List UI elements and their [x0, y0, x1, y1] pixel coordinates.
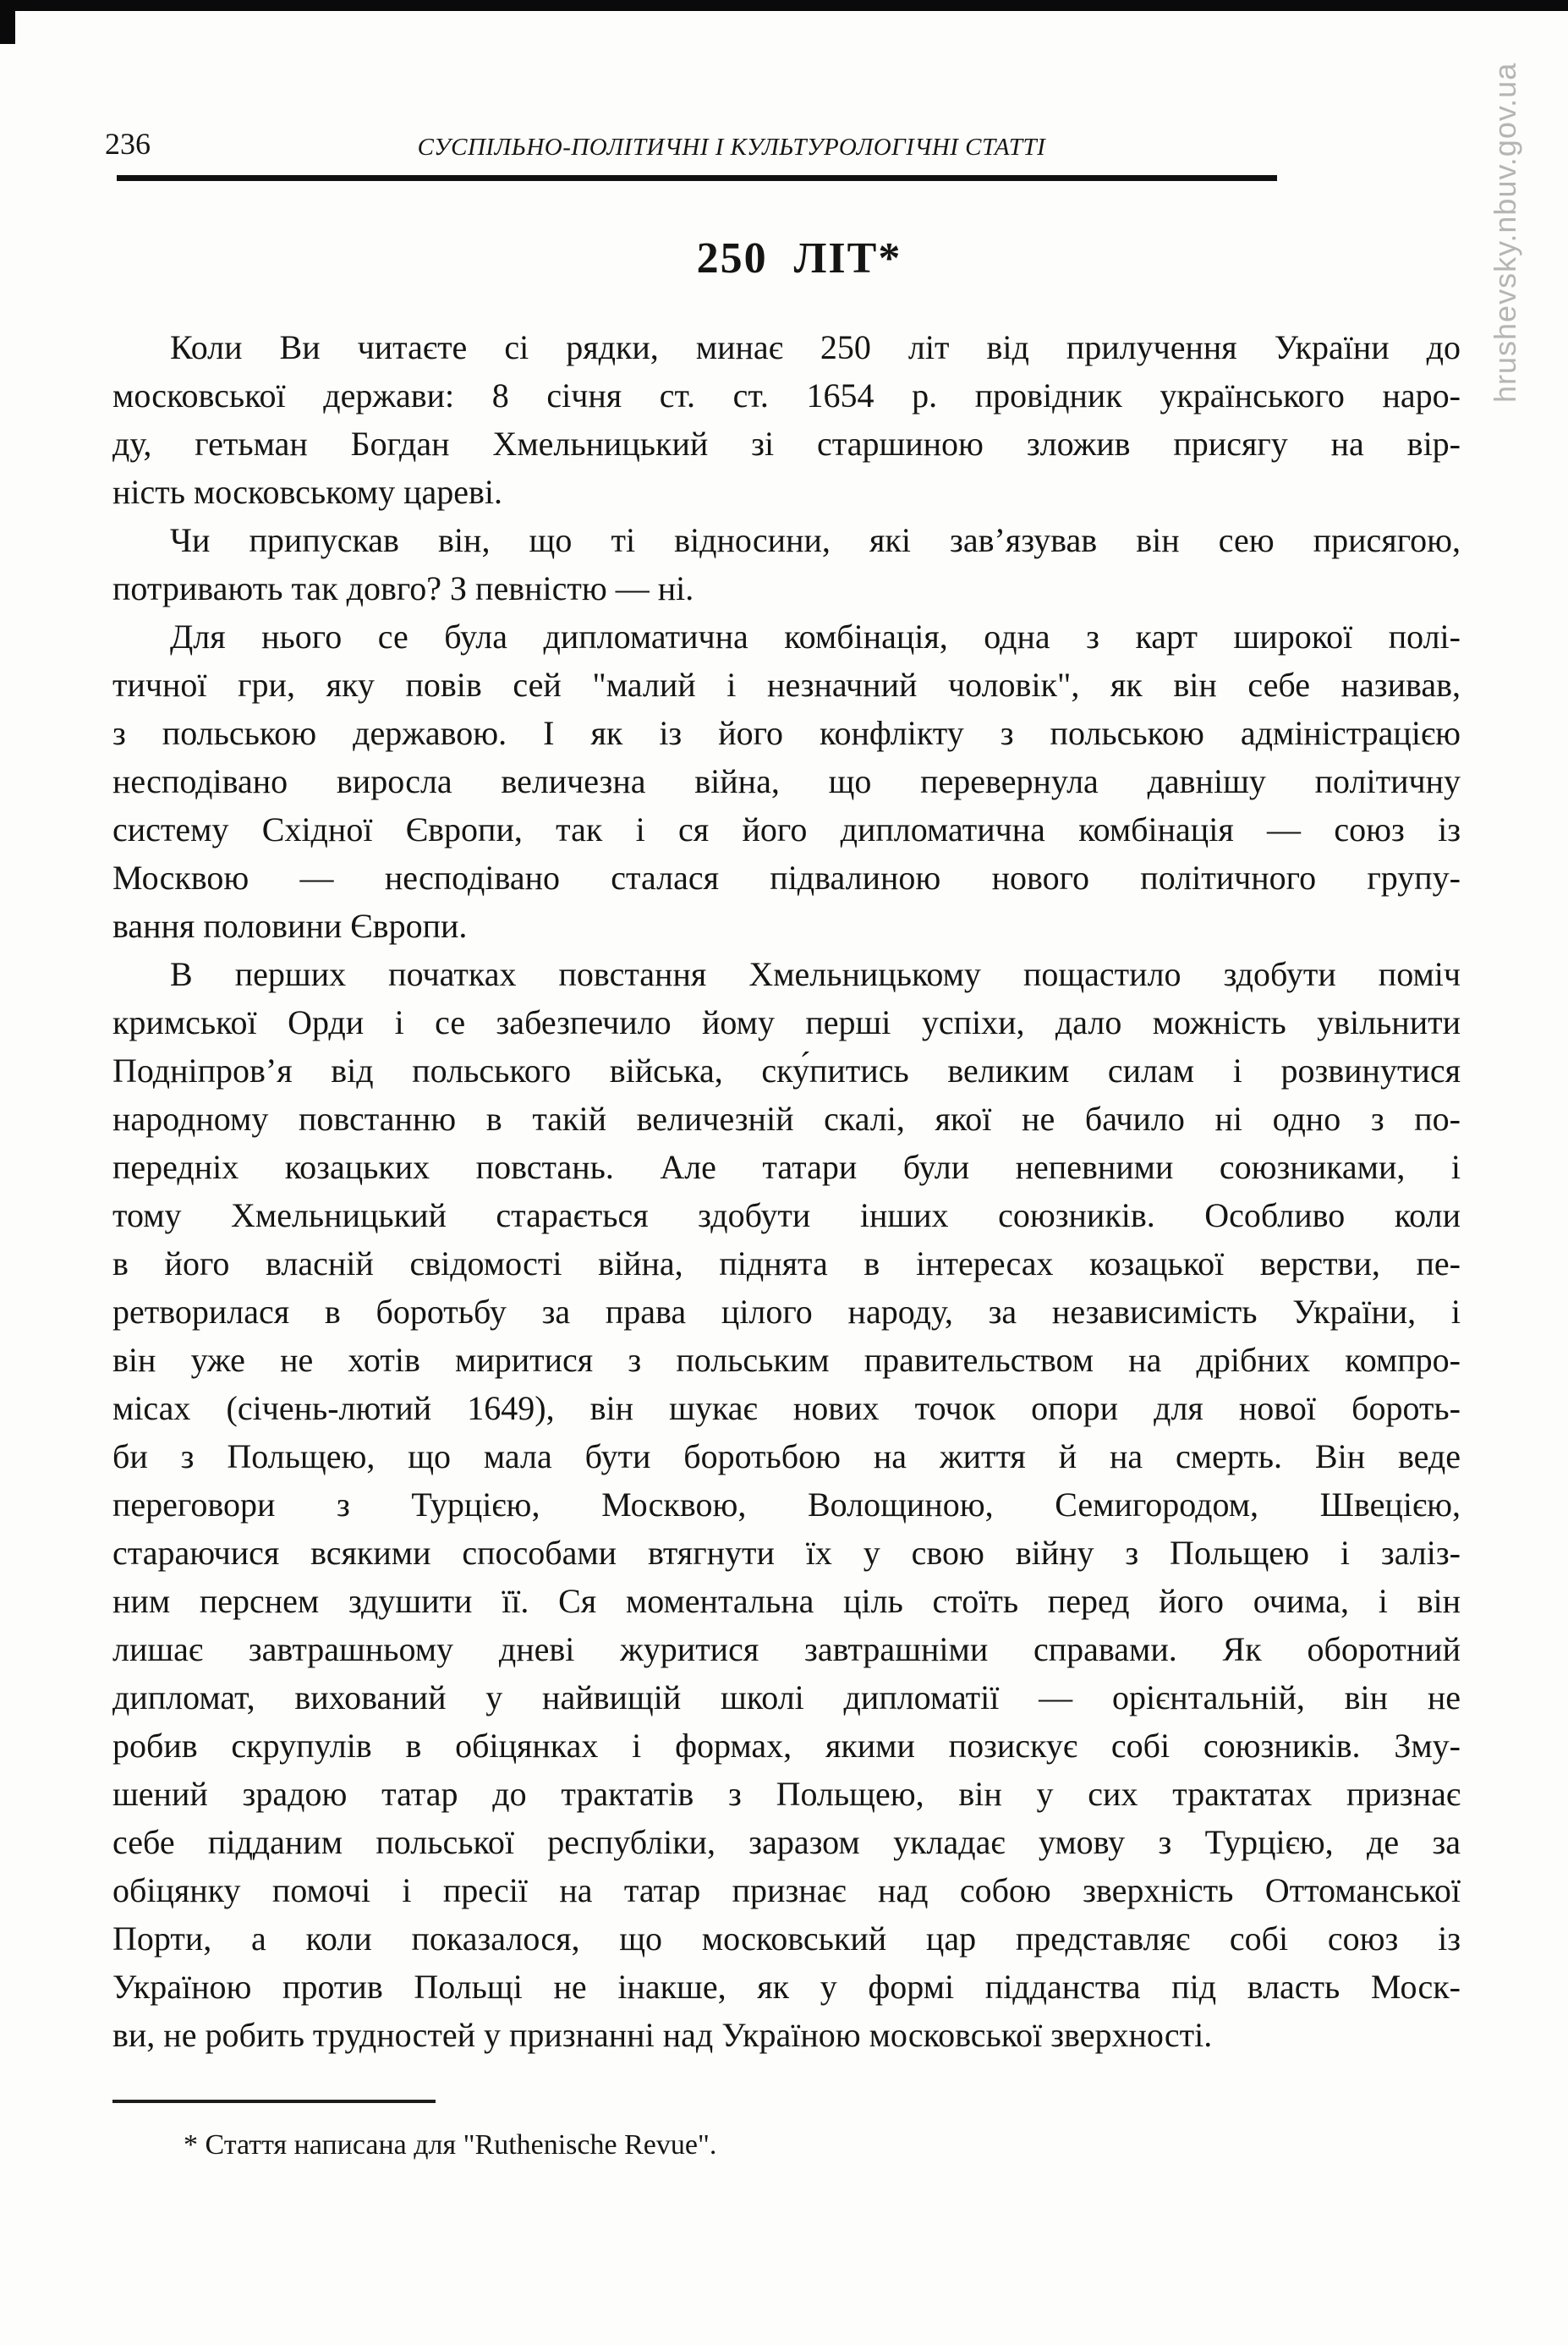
text-line: Москвою — несподівано сталася підвалиною нового політичного групу- — [112, 859, 1461, 897]
text-line: Для нього се була дипломатична комбінація, одна з карт широкої полі- — [170, 618, 1461, 656]
text-line: з польською державою. І як із його конфлікту з польською адміністрацією — [112, 714, 1461, 752]
text-line: московської держави: 8 січня ст. ст. 1654 р. провідник українського наро- — [112, 376, 1461, 415]
text-line: шений зрадою татар до трактатів з Польщею, він у сих трактатах признає — [112, 1775, 1461, 1813]
text-line: Коли Ви читаєте сі рядки, минає 250 літ від прилучення України до — [170, 328, 1461, 366]
paragraph — [112, 516, 1461, 612]
text-line: Порти, а коли показалося, що московський цар представляє собі союз із — [112, 1919, 1461, 1958]
page-number: 236 — [105, 127, 151, 161]
text-line: систему Східної Європи, так і ся його дипломатична комбінація — союз із — [112, 810, 1461, 848]
text-line: передніх козацьких повстань. Але татари були непевними союзниками, і — [112, 1148, 1461, 1186]
text-line: народному повстанню в такій величезній скалі, якої не бачило ні одно з по- — [112, 1100, 1461, 1138]
text-line: ду, гетьман Богдан Хмельницький зі старшиною зложив присягу на вір- — [112, 425, 1461, 463]
text-line: Чи припускав він, що ті відносини, які зав’язував він сею присягою, — [170, 521, 1461, 559]
text-line: тому Хмельницький старається здобути інших союзників. Особливо коли — [112, 1196, 1461, 1234]
article-body — [112, 323, 1461, 2059]
paragraph — [112, 612, 1461, 950]
text-line: ність московському цареві. — [112, 473, 502, 511]
text-line: робив скрупулів в обіцянках і формах, якими позискує собі союзників. Зму- — [112, 1727, 1461, 1765]
article-title: 250 ЛІТ* — [696, 234, 902, 283]
paragraph — [112, 323, 1461, 516]
text-line: Україною против Польщі не інакше, як у формі підданства під власть Моск- — [112, 1968, 1461, 2006]
footnote-rule — [112, 2100, 436, 2103]
watermark-text: hrushevsky.nbuv.gov.ua — [1488, 62, 1522, 403]
text-line: обіцянку помочі і пресії на татар признає над собою зверхність Оттоманської — [112, 1871, 1461, 1909]
text-line: В перших початках повстання Хмельницькому пощастило здобути поміч — [170, 955, 1461, 993]
text-line: в його власній свідомості війна, піднята в інтересах козацької верстви, пе- — [112, 1244, 1461, 1282]
text-line: дипломат, вихований у найвищій школі дипломатії — орієнтальній, він не — [112, 1678, 1461, 1716]
text-line: Подніпров’я від польського війська, ску́питись великим силам і розвинутися — [112, 1052, 1461, 1090]
running-header: СУСПІЛЬНО-ПОЛІТИЧНІ І КУЛЬТУРОЛОГІЧНІ СТАТТІ — [417, 134, 1046, 161]
paragraph — [112, 950, 1461, 2059]
text-line: ви, не робить трудностей у признанні над Україною московської зверхності. — [112, 2016, 1213, 2054]
text-line: несподівано виросла величезна війна, що перевернула давнішу політичну — [112, 762, 1461, 800]
text-line: тичної гри, яку повів сей "малий і незначний чоловік", як він себе називав, — [112, 666, 1461, 704]
text-line: себе підданим польської республіки, заразом укладає умову з Турцією, де за — [112, 1823, 1461, 1861]
text-line: він уже не хотів миритися з польським правительством на дрібних компро- — [112, 1341, 1461, 1379]
text-line: переговори з Турцією, Москвою, Волощиною, Семигородом, Швецією, — [112, 1486, 1461, 1524]
text-line: ретворилася в боротьбу за права цілого народу, за независимість України, і — [112, 1293, 1461, 1331]
text-line: потривають так довго? З певністю — ні. — [112, 569, 694, 607]
header-rule — [117, 175, 1277, 181]
footnote: * Стаття написана для "Ruthenische Revue". — [184, 2129, 717, 2161]
text-line: лишає завтрашньому дневі журитися завтрашніми справами. Як оборотний — [112, 1630, 1461, 1668]
text-line: місах (січень-лютий 1649), він шукає нових точок опори для нової бороть- — [112, 1389, 1461, 1427]
text-line: кримської Орди і се забезпечило йому перші успіхи, дало можність увільнити — [112, 1003, 1461, 1041]
scan-artifact-left-corner — [0, 0, 15, 44]
text-line: стараючися всякими способами втягнути їх у свою війну з Польщею і заліз- — [112, 1534, 1461, 1572]
text-line: ним перснем здушити її. Ся моментальна ціль стоїть перед його очима, і він — [112, 1582, 1461, 1620]
text-line: вання половини Європи. — [112, 907, 468, 945]
scan-artifact-top-edge — [0, 0, 1568, 11]
text-line: би з Польщею, що мала бути боротьбою на життя й на смерть. Він веде — [112, 1437, 1461, 1475]
